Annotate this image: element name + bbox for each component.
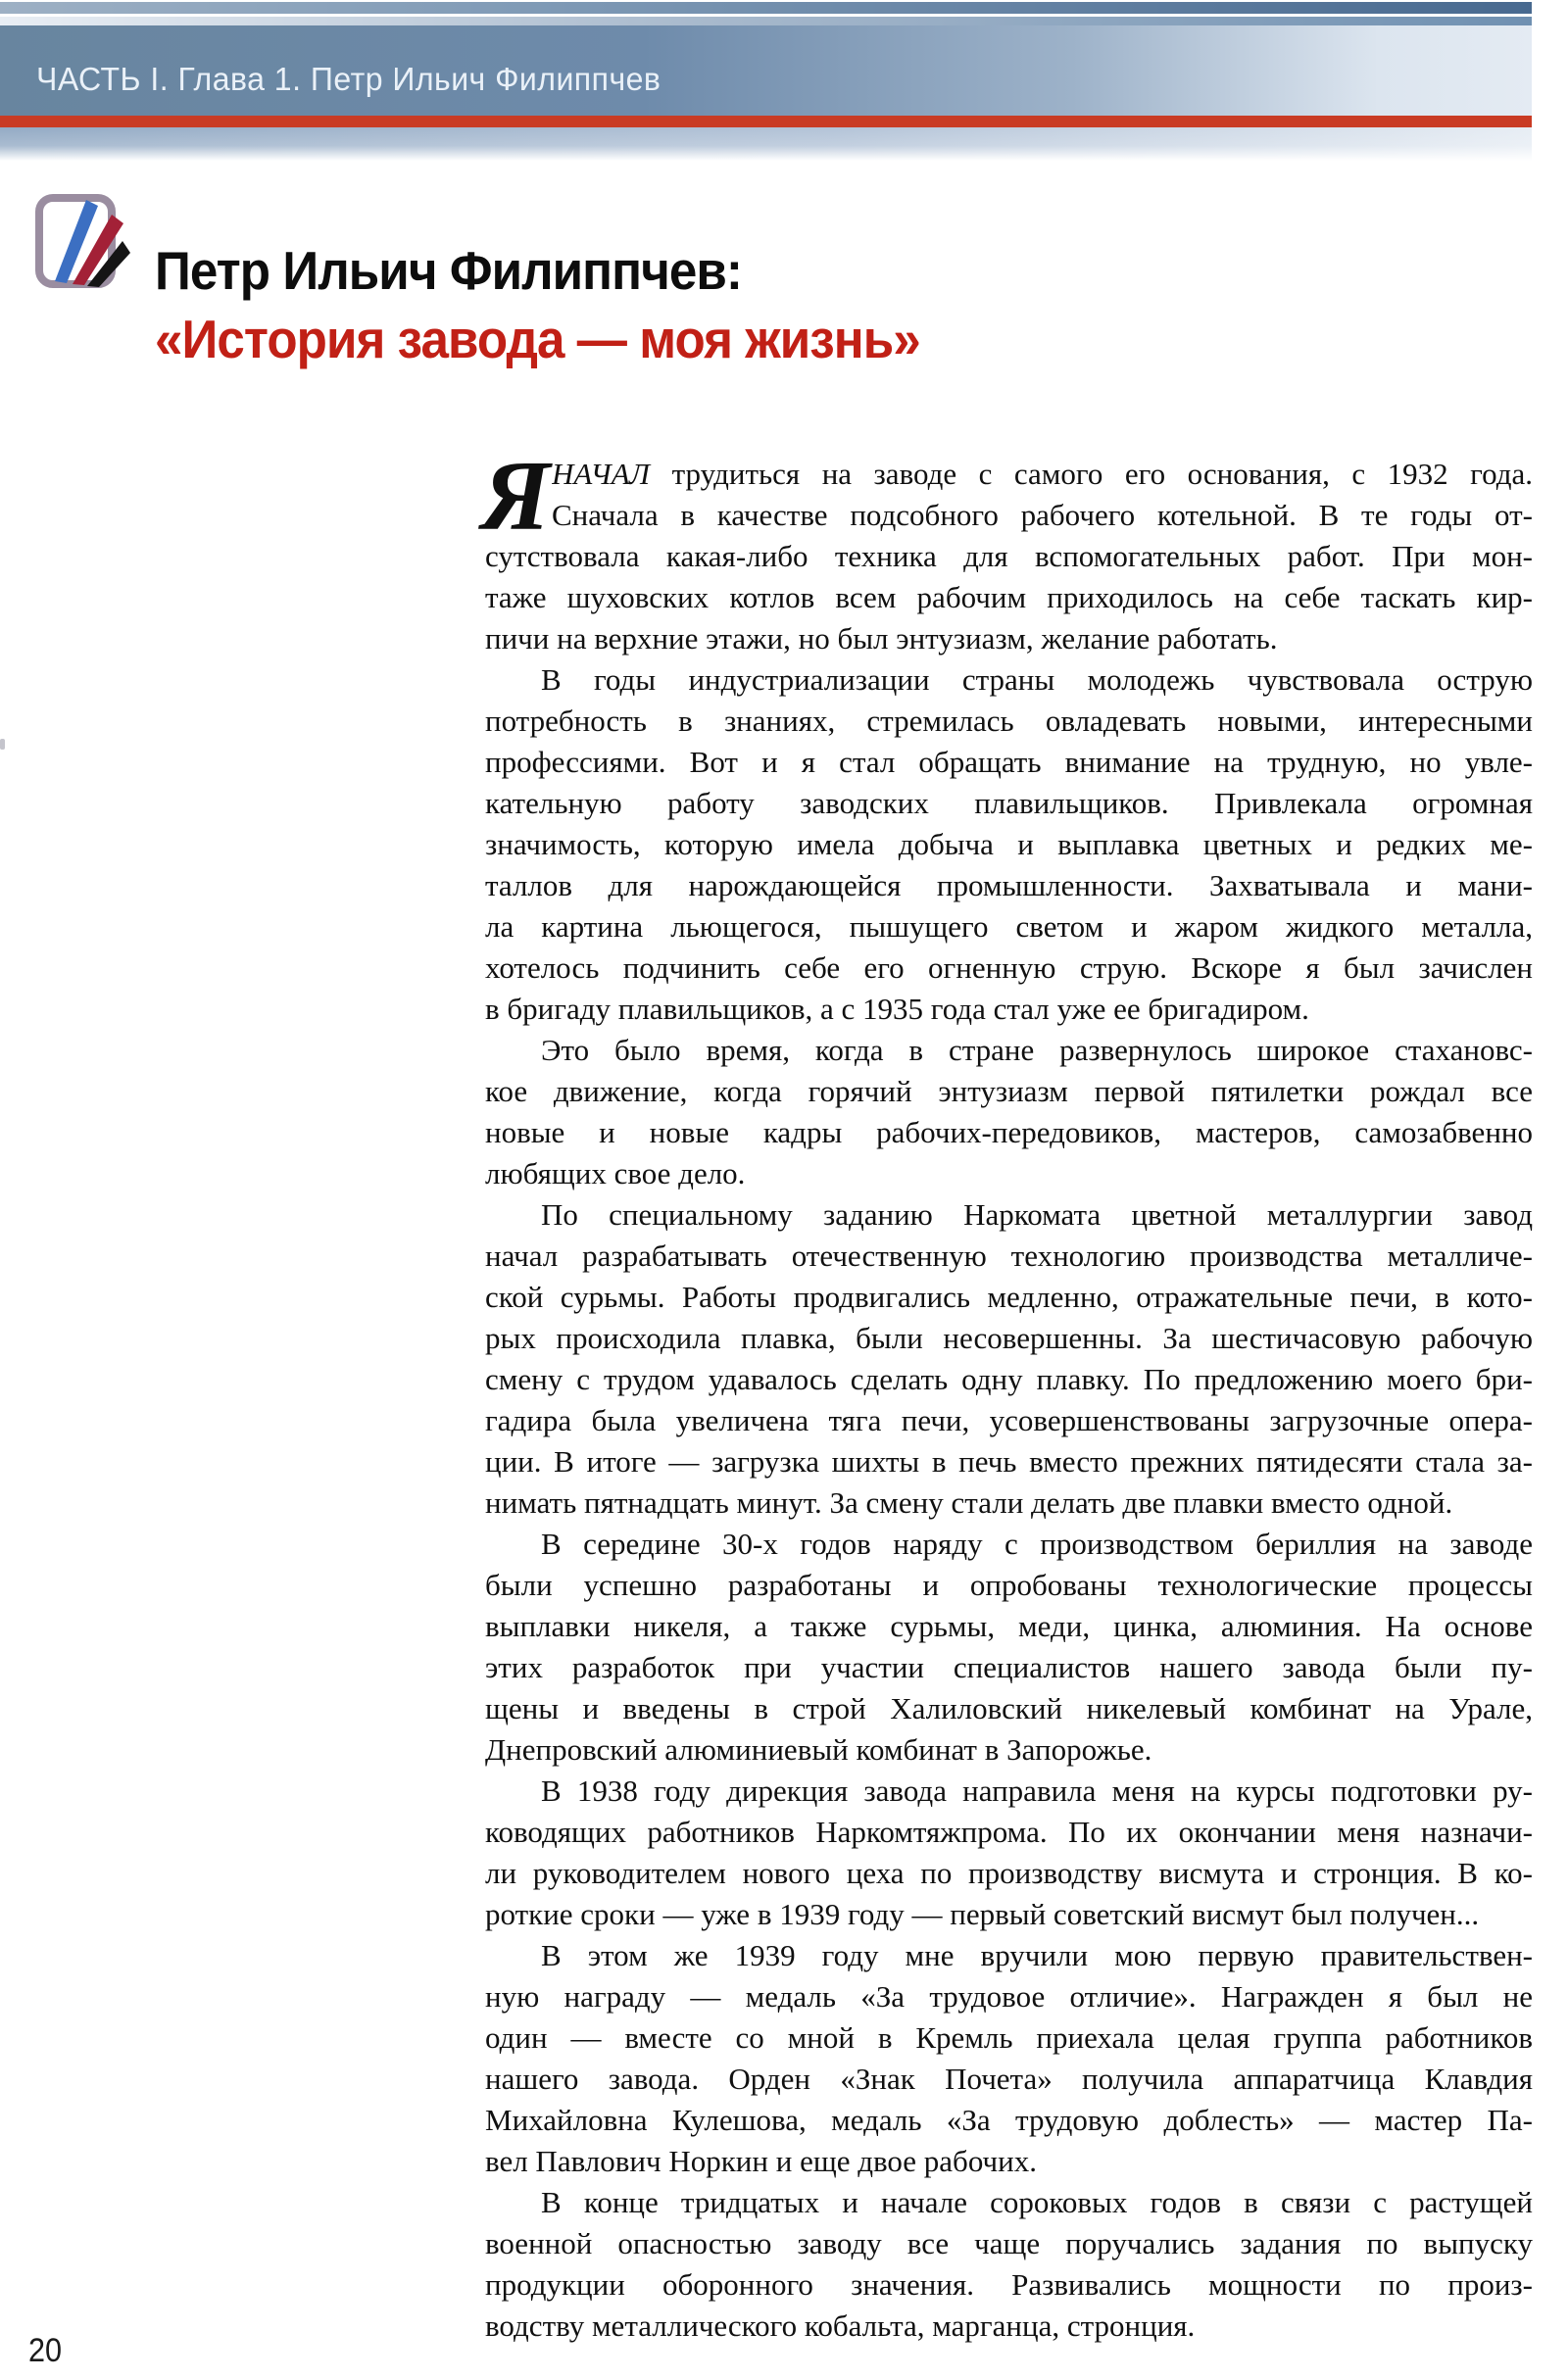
- text-line: нашего завода. Орден «Знак Почета» получила аппаратчица Клавдия: [485, 2062, 1533, 2096]
- paragraph: [485, 2182, 1533, 2347]
- text-line: ской сурьмы. Работы продвигались медленно, отражательные печи, в кото-: [485, 1280, 1533, 1314]
- paragraph: [485, 659, 1533, 1030]
- text-line: В годы индустриализации страны молодежь чувствовала острую: [541, 662, 1533, 697]
- text-line: сутствовала какая-либо техника для вспомогательных работ. При мон-: [485, 539, 1533, 573]
- text-line: значимость, которую имела добыча и выплавка цветных и редких ме-: [485, 827, 1533, 861]
- text-line: ла картина льющегося, пышущего светом и жаром жидкого металла,: [485, 909, 1533, 944]
- text-line: выплавки никеля, а также сурьмы, меди, цинка, алюминия. На основе: [485, 1609, 1533, 1643]
- lead-word: НАЧАЛ: [552, 457, 672, 491]
- text-line: новые и новые кадры рабочих-передовиков, мастеров, самозабвенно: [485, 1115, 1533, 1149]
- chapter-logo-icon: [35, 190, 133, 292]
- header-fade-band: [0, 127, 1532, 161]
- text-line: щены и введены в строй Халиловский никелевый комбинат на Урале,: [485, 1691, 1533, 1725]
- text-line: один — вместе со мной в Кремль приехала целая группа работников: [485, 2020, 1533, 2055]
- page-edge-mark: [0, 739, 5, 750]
- paragraph: [481, 441, 1533, 659]
- breadcrumb: ЧАСТЬ I. Глава 1. Петр Ильич Филиппчев: [36, 61, 662, 97]
- text-line: ную награду — медаль «За трудовое отличие». Награжден я был не: [485, 1979, 1533, 2014]
- text-line: НАЧАЛ трудиться на заводе с самого его основания, с 1932 года.: [552, 457, 1533, 491]
- body-text: [481, 441, 1533, 2347]
- text-line: По специальному заданию Наркомата цветной металлургии завод: [541, 1197, 1533, 1232]
- text-line: были успешно разработаны и опробованы технологические процессы: [485, 1568, 1533, 1602]
- paragraph: [485, 1194, 1533, 1524]
- page-number: 20: [28, 2332, 63, 2369]
- text-line: ции. В итоге — загрузка шихты в печь вместо прежних пятидесяти стала за-: [485, 1444, 1533, 1479]
- text-line: Это было время, когда в стране развернулось широкое стахановс-: [541, 1033, 1533, 1067]
- header-top-stripe: [0, 2, 1532, 14]
- text-line: Михайловна Кулешова, медаль «За трудовую доблесть» — мастер Па-: [485, 2103, 1533, 2137]
- text-line: продукции оборонного значения. Развивались мощности по произ-: [485, 2267, 1533, 2302]
- text-line: в бригаду плавильщиков, а с 1935 года стал уже ее бригадиром.: [485, 992, 1309, 1026]
- text-line: водству металлического кобальта, марганца, стронция.: [485, 2308, 1196, 2343]
- text-line: любящих свое дело.: [485, 1156, 746, 1190]
- text-line: нимать пятнадцать минут. За смену стали делать две плавки вместо одной.: [485, 1485, 1453, 1520]
- header-red-stripe: [0, 116, 1532, 127]
- paragraph: [485, 1524, 1533, 1771]
- text-line: роткие сроки — уже в 1939 году — первый советский висмут был получен...: [485, 1897, 1480, 1931]
- text-line: таллов для нарождающейся промышленности. Захватывала и мани-: [485, 868, 1533, 902]
- paragraph: [485, 1030, 1533, 1194]
- text-line: Днепровский алюминиевый комбинат в Запорожье.: [485, 1732, 1152, 1767]
- paragraph: [485, 1935, 1533, 2182]
- text-line: гадира была увеличена тяга печи, усовершенствованы загрузочные опера-: [485, 1403, 1533, 1437]
- text-line: В конце тридцатых и начале сороковых годов в связи с растущей: [541, 2185, 1533, 2219]
- text-line: смену с трудом удавалось сделать одну плавку. По предложению моего бри-: [485, 1362, 1533, 1396]
- text-line: вел Павлович Норкин и еще двое рабочих.: [485, 2144, 1037, 2178]
- text-line: ководящих работников Наркомтяжпрома. По их окончании меня назначи-: [485, 1815, 1533, 1849]
- text-line: В этом же 1939 году мне вручили мою первую правительствен-: [541, 1938, 1533, 1972]
- paragraph: [485, 1771, 1533, 1935]
- text-line: пичи на верхние этажи, но был энтузиазм, желание работать.: [485, 621, 1278, 656]
- text-line: военной опасностью заводу все чаще поручались задания по выпуску: [485, 2226, 1533, 2260]
- text-line: потребность в знаниях, стремилась овладевать новыми, интересными: [485, 704, 1533, 738]
- dropcap-letter: Я: [481, 441, 551, 552]
- text-line: хотелось подчинить себе его огненную струю. Вскоре я был зачислен: [485, 950, 1533, 985]
- text-line: этих разработок при участии специалистов нашего завода были пу-: [485, 1650, 1533, 1684]
- text-line: Сначала в качестве подсобного рабочего котельной. В те годы от-: [552, 498, 1533, 532]
- chapter-title-quote: «История завода — моя жизнь»: [155, 309, 920, 369]
- text-line: В 1938 году дирекция завода направила меня на курсы подготовки ру-: [541, 1773, 1533, 1808]
- text-line: начал разрабатывать отечественную технологию производства металличе-: [485, 1239, 1533, 1273]
- text-line: кательную работу заводских плавильщиков. Привлекала огромная: [485, 786, 1533, 820]
- chapter-title-name: Петр Ильич Филиппчев:: [155, 240, 743, 301]
- text-line: таже шуховских котлов всем рабочим приходилось на себе таскать кир-: [485, 580, 1533, 614]
- text-line: В середине 30-х годов наряду с производством бериллия на заводе: [541, 1527, 1533, 1561]
- header-bar: [0, 25, 1532, 116]
- text-line: кое движение, когда горячий энтузиазм первой пятилетки рождал все: [485, 1074, 1533, 1108]
- text-line: профессиями. Вот и я стал обращать внимание на трудную, но увле-: [485, 745, 1533, 779]
- chapter-title: [155, 242, 920, 367]
- text-line: ли руководителем нового цеха по производству висмута и стронция. В ко-: [485, 1856, 1533, 1890]
- text-line: рых происходила плавка, были несовершенны. За шестичасовую рабочую: [485, 1321, 1533, 1355]
- header-second-stripe: [0, 17, 1532, 25]
